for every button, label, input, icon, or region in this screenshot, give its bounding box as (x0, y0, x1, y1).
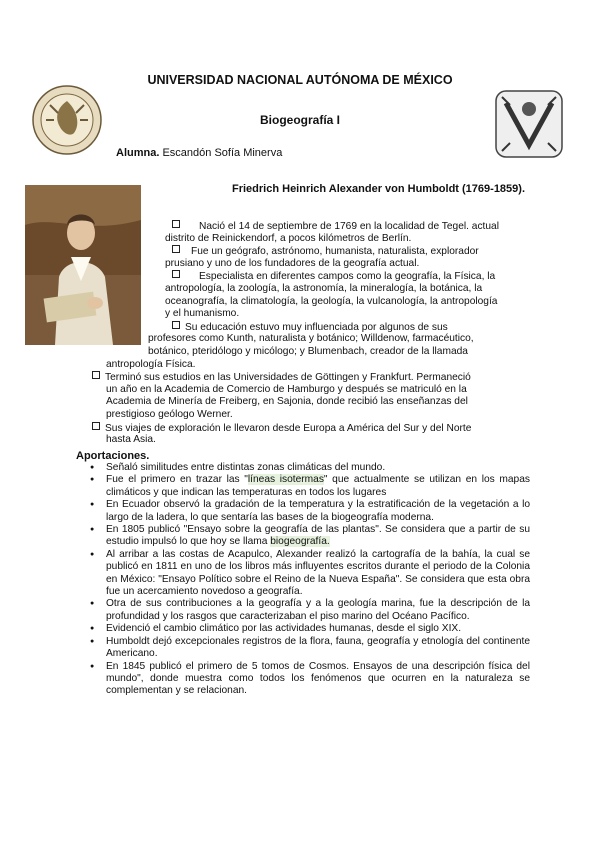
topic-heading: Friedrich Heinrich Alexander von Humboldt (1769-1859). (232, 183, 526, 195)
checkbox-bullet-icon (172, 321, 180, 329)
bio-item-1-cont: distrito de Reinickendorf, a pocos kilómetros de Berlín. (165, 232, 412, 244)
list-item: ● Evidenció el cambio climático por las actividades humanas, desde el siglo XIX. (92, 623, 530, 635)
bio-item-5-cont: prestigioso geólogo Werner. (106, 409, 233, 420)
bio-item-5: Terminó sus estudios en las Universidades de Göttingen y Frankfurt. Permaneció (92, 371, 471, 385)
checkbox-bullet-icon (92, 371, 100, 379)
list-item: ● Fue el primero en trazar las "líneas isotermas" que actualmente se utilizan en los mapas climáticos y que indican las temperaturas en todos los lugares (92, 474, 530, 499)
list-item: ● Señaló similitudes entre distintas zonas climáticas del mundo. (92, 462, 530, 474)
bio-item-3-cont: antropología, la zoología, la astronomía, la mineralogía, la botánica, la (165, 283, 483, 294)
bio-item-6-cont: hasta Asia. (106, 434, 156, 446)
list-item: ● Al arribar a las costas de Acapulco, Alexander realizó la cartografía de la bahía, la cual se publicó en 1811 en uno de los libros más influyentes escritos durante el periodo de la Colonia en México: "Ensayo Político sobre el Reino de la Nueva España". Se considera que esta obra fue un acercamiento novedoso a geografía. (92, 549, 530, 599)
checkbox-bullet-icon (172, 245, 180, 253)
student-name: Escandón Sofía Minerva (162, 147, 283, 159)
bio-item-3-cont: oceanografía, la climatología, la geología, la vulcanología, la antropología (165, 295, 498, 307)
bio-item-4-cont: botánico, pteridólogo y micólogo; y Blumenbach, creador de la llamada (148, 346, 468, 357)
bio-item-1: Nació el 14 de septiembre de 1769 en la localidad de Tegel. actual (172, 220, 499, 234)
university-title: UNIVERSIDAD NACIONAL AUTÓNOMA DE MÉXICO (147, 73, 453, 87)
highlighted-term: biogeografía. (270, 536, 330, 548)
bio-item-4-cont: antropología Física. (106, 358, 196, 370)
bio-item-3-cont: y el humanismo. (165, 308, 240, 320)
bio-item-3: Especialista en diferentes campos como la geografía, la Física, la (172, 270, 495, 284)
list-item: ● Humboldt dejó excepcionales registros de la flora, fauna, geografía y etnología del continente Americano. (92, 636, 530, 661)
list-item: ● En 1805 publicó "Ensayo sobre la geografía de las plantas". Se considera que a partir de su estudio impulsó lo que hoy se llama biogeografía. (92, 524, 530, 549)
checkbox-bullet-icon (172, 220, 180, 228)
list-item: ● Otra de sus contribuciones a la geografía y a la geología marina, fue la descripción de la profundidad y los rasgos que caracterizaban el piso marino del Océano Pacífico. (92, 598, 530, 623)
fac-ciencias-seal-right (492, 87, 566, 161)
bio-item-5-cont: un año en la Academia de Comercio de Hamburgo y después se matriculó en la (106, 383, 467, 395)
course-title: Biogeografía I (259, 113, 340, 127)
bio-item-2: Fue un geógrafo, astrónomo, humanista, naturalista, explorador (172, 245, 479, 259)
bio-item-4: Su educación estuvo muy influenciada por algunos de sus (172, 321, 448, 335)
checkbox-bullet-icon (172, 270, 180, 278)
humboldt-portrait (25, 185, 141, 345)
contributions-heading: Aportaciones. (76, 450, 150, 462)
bio-item-2-cont: prusiano y uno de los fundadores de la geografía actual. (165, 257, 420, 269)
list-item: ● En 1845 publicó el primero de 5 tomos de Cosmos. Ensayos de una descripción física del mundo", donde muestra como todos los fenómenos que ocurren en la naturaleza se complementan y se relacionan. (92, 661, 530, 698)
bio-item-4-cont: profesores como Kunth, naturalista y botánico; Willdenow, farmacéutico, (148, 333, 474, 345)
contributions-list (92, 462, 530, 698)
bio-item-5-cont: Academia de Minería de Freiberg, en Sajonia, donde recibió las enseñanzas del (106, 396, 468, 408)
checkbox-bullet-icon (92, 422, 100, 430)
student-label: Alumna. (116, 147, 160, 159)
bio-item-6: Sus viajes de exploración le llevaron desde Europa a América del Sur y del Norte (92, 422, 471, 436)
highlighted-term: líneas isotermas (247, 474, 324, 486)
list-item: ● En Ecuador observó la gradación de la temperatura y la estratificación de la vegetación a lo largo de la ladera, lo que sentaría las bases de la biogeografía moderna. (92, 499, 530, 524)
student-line (116, 147, 282, 159)
